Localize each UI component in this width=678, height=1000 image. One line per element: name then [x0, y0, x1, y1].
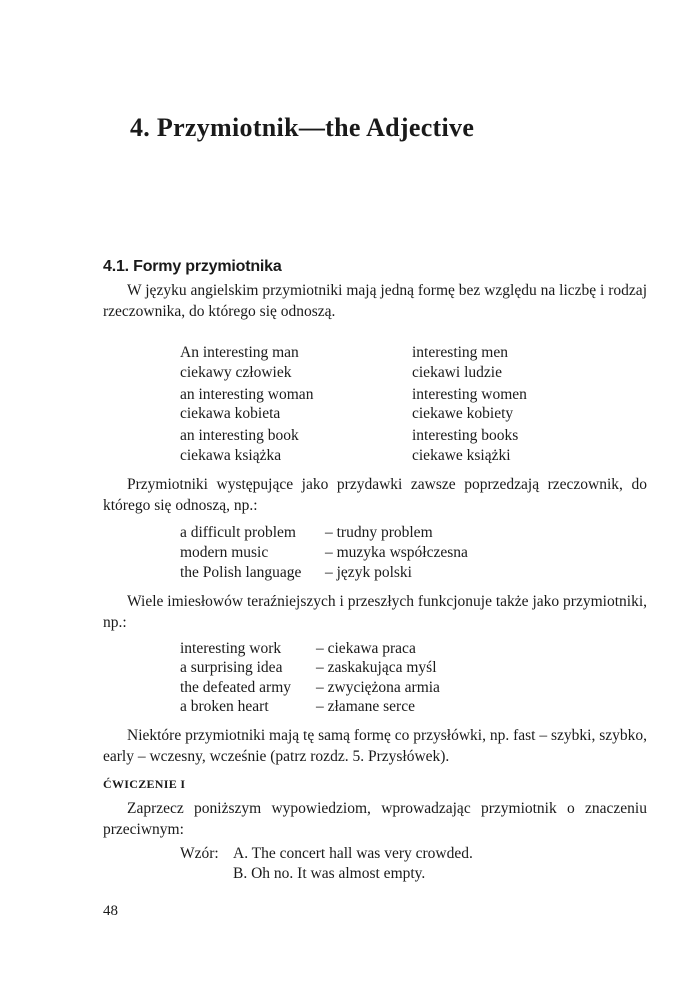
exercise-label: ĆWICZENIE I: [103, 777, 186, 791]
model-line-b: B. Oh no. It was almost empty.: [233, 865, 426, 882]
table-cell-plural: ciekawe książki: [412, 447, 511, 464]
table-cell-plural: ciekawe kobiety: [412, 405, 514, 422]
table-cell-singular: an interesting woman: [180, 386, 314, 403]
model-line-a: A. The concert hall was very crowded.: [233, 845, 473, 862]
table-cell-singular: An interesting man: [180, 344, 299, 361]
model-label: Wzór:: [180, 845, 219, 862]
example-english: the defeated army: [180, 679, 292, 696]
example-english: a difficult problem: [180, 524, 296, 541]
page-number: 48: [103, 903, 118, 919]
example-english: modern music: [180, 544, 269, 561]
example-polish: – muzyka współczesna: [325, 544, 468, 561]
table-cell-plural: ciekawi ludzie: [412, 364, 502, 381]
example-polish: – zwyciężona armia: [316, 679, 440, 696]
attributive-paragraph: Przymiotniki występujące jako przydawki zawsze poprzedzają rzeczownik, do którego się odnoszą, np.:: [103, 476, 647, 514]
table-cell-plural: interesting men: [412, 344, 508, 361]
example-english: interesting work: [180, 640, 282, 657]
example-english: a broken heart: [180, 698, 269, 715]
table-cell-singular: ciekawa książka: [180, 447, 282, 464]
section-title: 4.1. Formy przymiotnika: [103, 258, 282, 275]
table-cell-plural: interesting women: [412, 386, 527, 403]
table-cell-plural: interesting books: [412, 427, 519, 444]
chapter-title: 4. Przymiotnik—the Adjective: [130, 113, 475, 142]
example-english: a surprising idea: [180, 659, 283, 676]
participles-paragraph: Wiele imiesłowów teraźniejszych i przeszłych funkcjonuje także jako przymiotniki, np.:: [103, 593, 647, 631]
example-polish: – złamane serce: [316, 698, 415, 715]
table-cell-singular: an interesting book: [180, 427, 299, 444]
example-english: the Polish language: [180, 564, 302, 581]
example-polish: – trudny problem: [325, 524, 433, 541]
table-cell-singular: ciekawy człowiek: [180, 364, 292, 381]
exercise-instruction: Zaprzecz poniższym wypowiedziom, wprowadzając przymiotnik o znaczeniu przeciwnym:: [103, 800, 647, 838]
example-polish: – zaskakująca myśl: [316, 659, 437, 676]
table-cell-singular: ciekawa kobieta: [180, 405, 281, 422]
intro-paragraph: W języku angielskim przymiotniki mają jedną formę bez względu na liczbę i rodzaj rzeczownika, do którego się odnoszą.: [103, 282, 647, 320]
adverb-paragraph: Niektóre przymiotniki mają tę samą formę co przysłówki, np. fast – szybki, szybko, early – wczesny, wcześnie (patrz rozdz. 5. Przysłówek).: [103, 727, 647, 765]
example-polish: – język polski: [325, 564, 412, 581]
example-polish: – ciekawa praca: [316, 640, 416, 657]
